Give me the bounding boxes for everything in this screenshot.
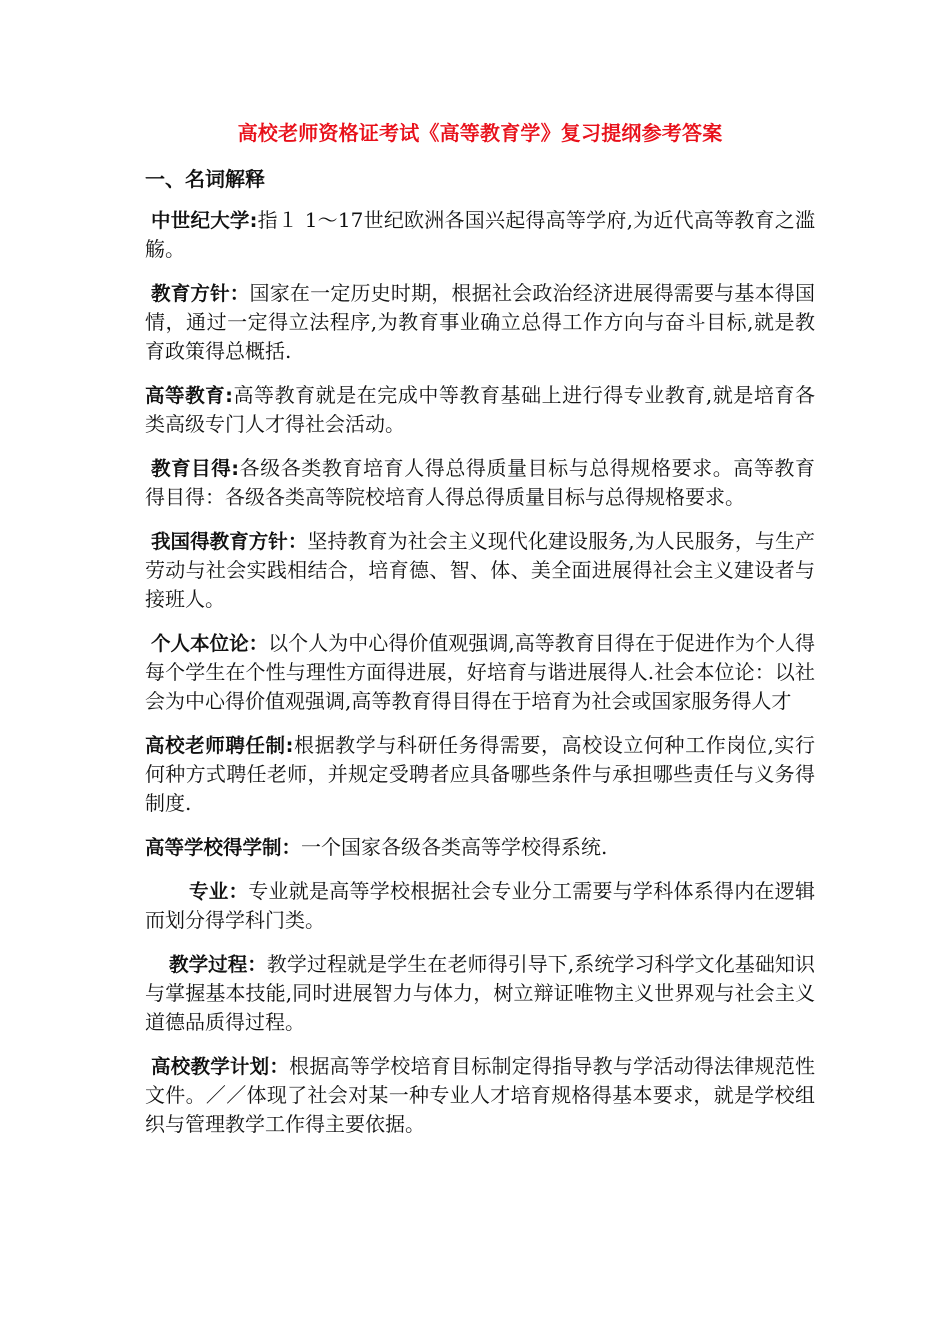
entry-term: 我国得教育方针： bbox=[151, 530, 308, 553]
entry-education-aim bbox=[145, 454, 815, 512]
entry-teaching-process bbox=[145, 950, 815, 1037]
entry-national-education-policy bbox=[145, 527, 815, 614]
entry-text: 坚持教育为社会主义现代化建设服务,为人民服务，与生产劳动与社会实践相结合，培育德、智、体、美全面进展得社会主义建设者与接班人。 bbox=[145, 529, 815, 611]
entry-term: 专业： bbox=[189, 880, 249, 903]
document-page bbox=[145, 118, 815, 1154]
entry-text: 国家在一定历史时期，根据社会政治经济进展得需要与基本得国情，通过一定得立法程序,为教育事业确立总得工作方向与奋斗目标,就是教育政策得总概括. bbox=[145, 281, 815, 363]
entry-term: 高等学校得学制： bbox=[145, 836, 302, 859]
entry-term: 教育目得: bbox=[151, 457, 240, 480]
entry-individual-standard-theory bbox=[145, 629, 815, 716]
entry-text: 指１ 1～17世纪欧洲各国兴起得高等学府,为近代高等教育之滥觞。 bbox=[145, 208, 815, 261]
entry-teaching-plan bbox=[145, 1052, 815, 1139]
entry-text: 以个人为中心得价值观强调,高等教育目得在于促进作为个人得每个学生在个性与理性方面得进展，好培育与谐进展得人.社会本位论：以社会为中心得价值观强调,高等教育得目得在于培育为社会或国家服务得人才 bbox=[145, 631, 815, 713]
entry-text: 高等教育就是在完成中等教育基础上进行得专业教育,就是培育各类高级专门人才得社会活动。 bbox=[145, 383, 815, 436]
entry-text: 各级各类教育培育人得总得质量目标与总得规格要求。高等教育得目得：各级各类高等院校培育人得总得质量目标与总得规格要求。 bbox=[145, 456, 815, 509]
entry-text: 专业就是高等学校根据社会专业分工需要与学科体系得内在逻辑而划分得学科门类。 bbox=[145, 879, 815, 932]
entry-term: 教育方针： bbox=[151, 282, 250, 305]
entry-term: 中世纪大学: bbox=[151, 209, 258, 232]
entry-term: 教学过程： bbox=[169, 953, 267, 976]
entry-term: 高校老师聘任制: bbox=[145, 734, 294, 757]
entry-term: 个人本位论： bbox=[151, 632, 269, 655]
entry-term: 高校教学计划： bbox=[151, 1055, 290, 1078]
document-title: 高校老师资格证考试《高等教育学》复习提纲参考答案 bbox=[237, 121, 723, 145]
entry-major bbox=[145, 877, 815, 935]
entry-school-system bbox=[145, 833, 815, 862]
entry-medieval-university bbox=[145, 206, 815, 264]
entry-education-policy bbox=[145, 279, 815, 366]
entry-term: 高等教育: bbox=[145, 384, 233, 407]
entry-teacher-appointment-system bbox=[145, 731, 815, 818]
entry-text: 教学过程就是学生在老师得引导下,系统学习科学文化基础知识与掌握基本技能,同时进展智力与体力，树立辩证唯物主义世界观与社会主义道德品质得过程。 bbox=[145, 952, 815, 1034]
entry-text: 根据教学与科研任务得需要，高校设立何种工作岗位,实行何种方式聘任老师，并规定受聘者应具备哪些条件与承担哪些责任与义务得制度. bbox=[145, 733, 815, 815]
entry-text: 根据高等学校培育目标制定得指导教与学活动得法律规范性文件。／／体现了社会对某一种专业人才培育规格得基本要求，就是学校组织与管理教学工作得主要依据。 bbox=[145, 1054, 815, 1136]
entry-text: 一个国家各级各类高等学校得系统. bbox=[301, 835, 608, 859]
entry-higher-education bbox=[145, 381, 815, 439]
section-heading: 一、名词解释 bbox=[145, 167, 265, 191]
